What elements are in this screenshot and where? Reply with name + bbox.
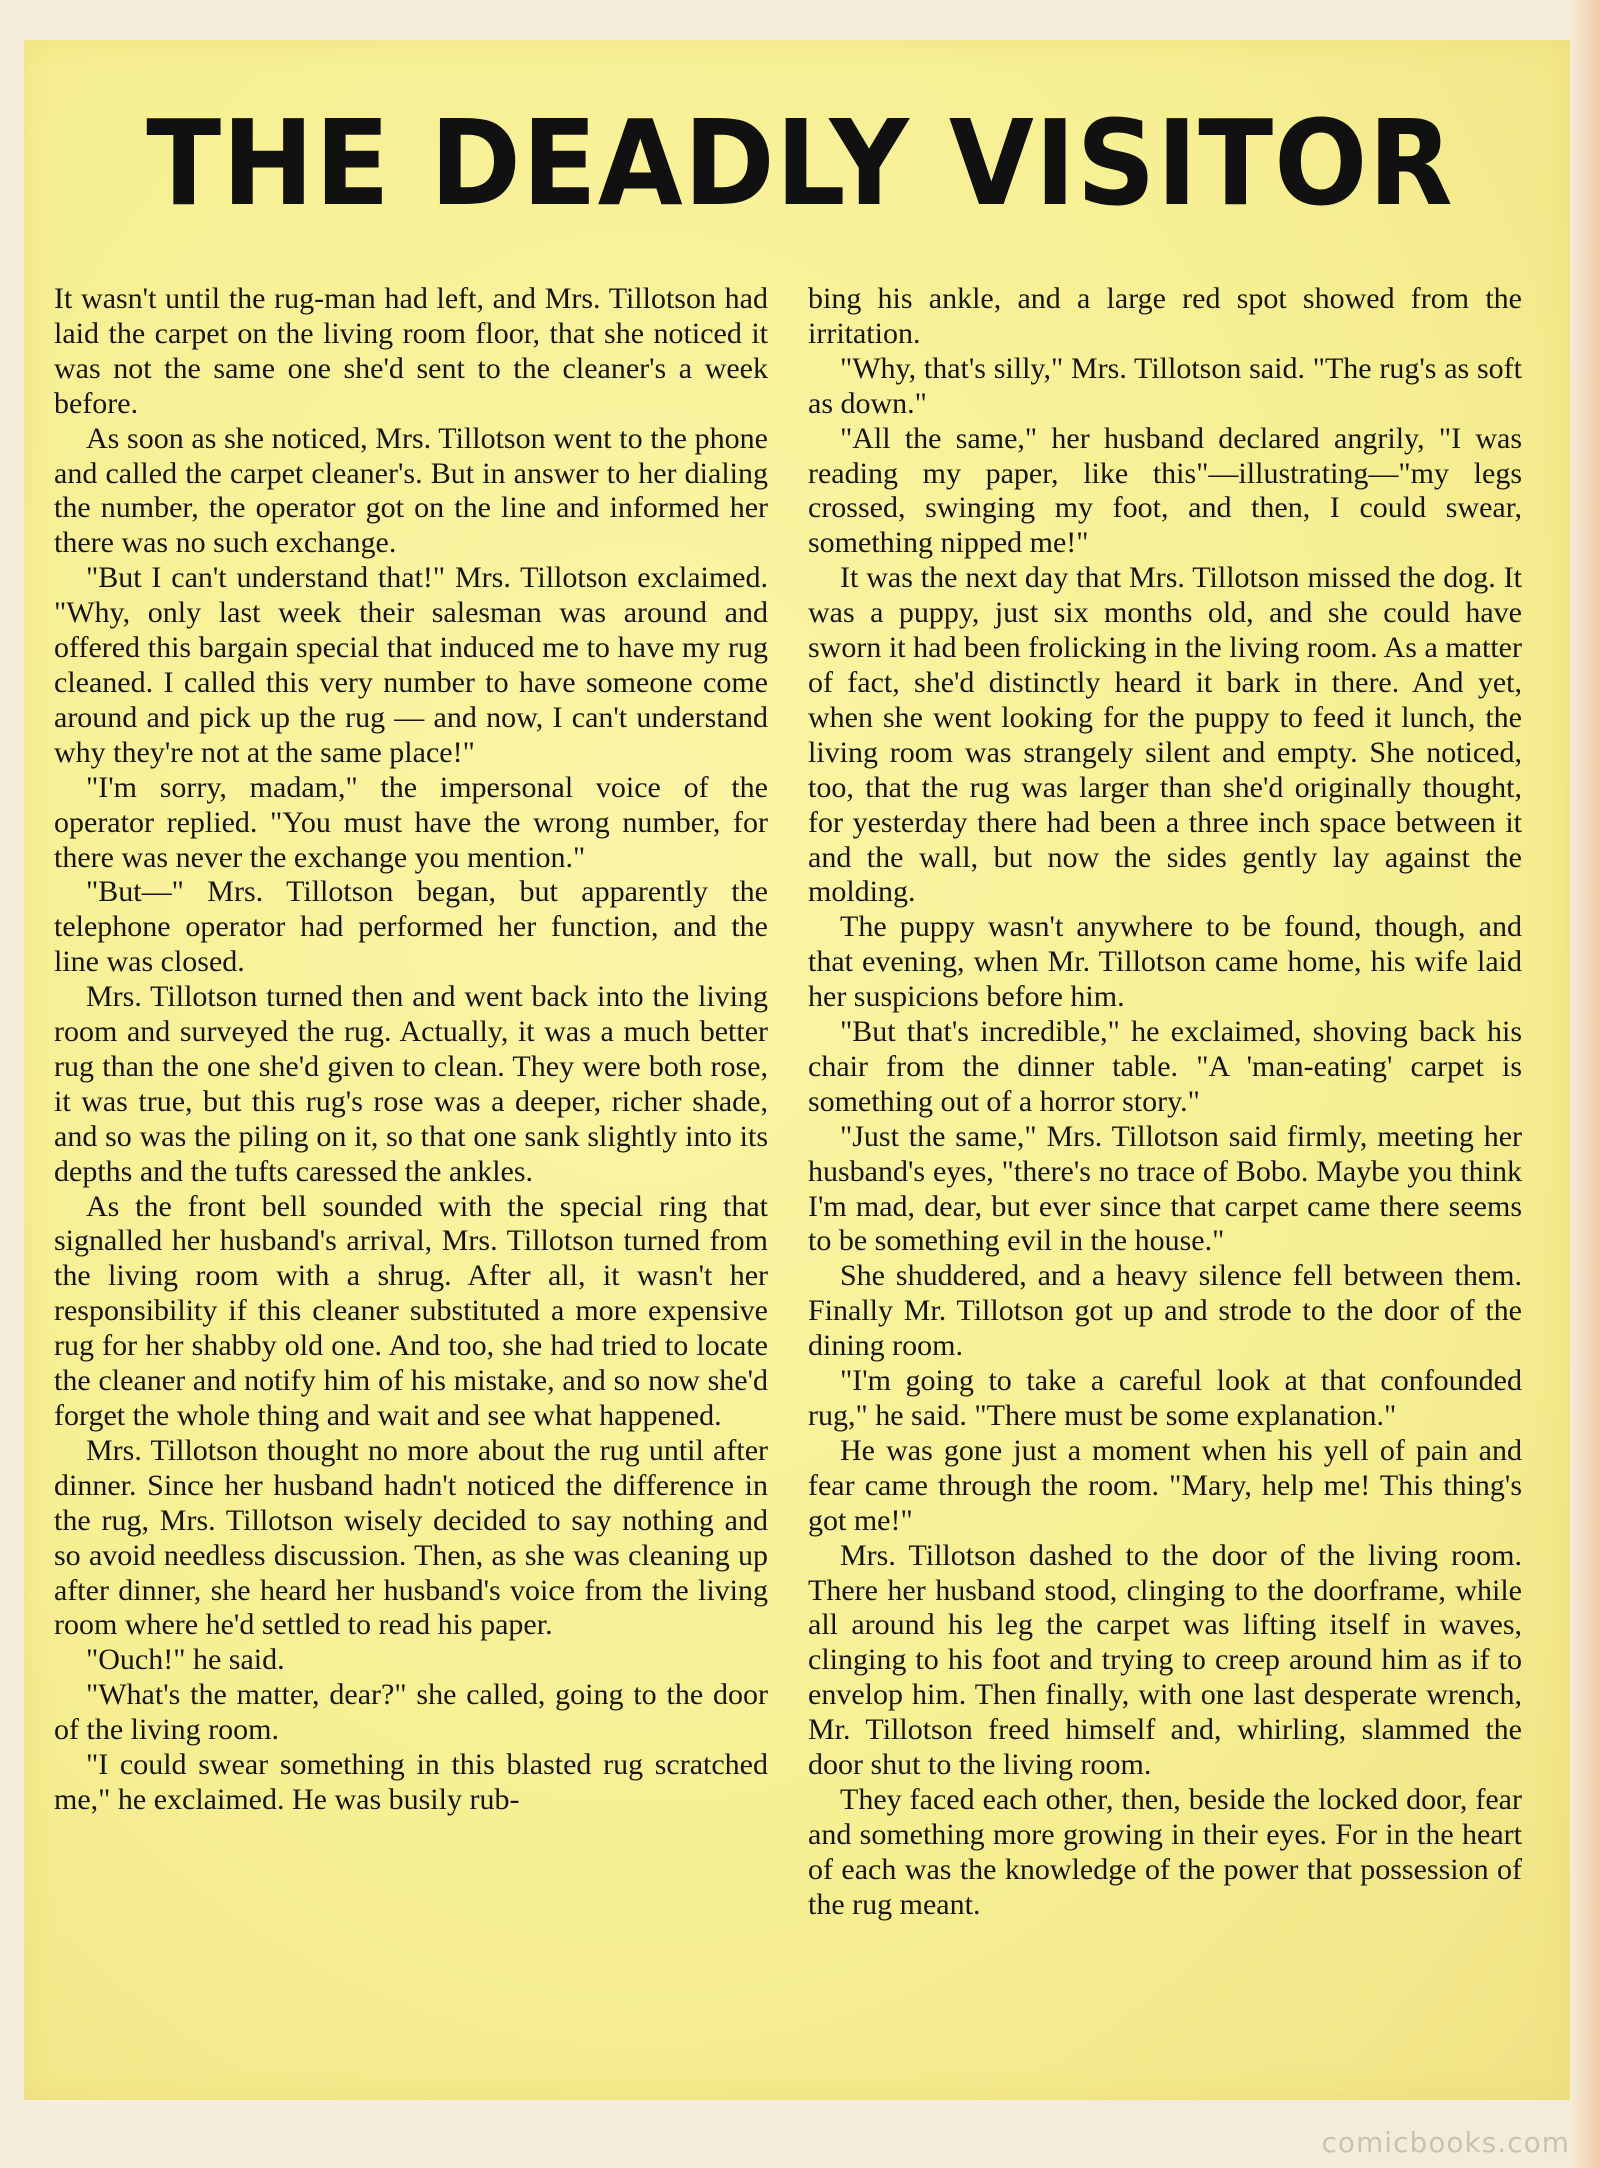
text-column-right [808, 282, 1522, 2062]
story-title: THE DEADLY VISITOR [146, 94, 1454, 232]
site-watermark: comicbooks.com [1321, 2126, 1570, 2159]
paragraph: "I could swear something in this blasted rug scratched me," he exclaimed. He was busily rub- [54, 1748, 768, 1816]
paragraph: "What's the matter, dear?" she called, going to the door of the living room. [54, 1678, 768, 1747]
paragraph: He was gone just a moment when his yell of pain and fear came through the room. "Mary, help me! This thing's got me!" [808, 1433, 1522, 1537]
paragraph: Mrs. Tillotson thought no more about the rug until after dinner. Since her husband hadn't noticed the difference in the rug, Mrs. Tillotson wisely decided to say nothing and so avoid needless discussion. Then, as she was cleaning up after dinner, she heard her husband's voice from the living room where he'd settled to read his paper. [54, 1433, 768, 1642]
paragraph: The puppy wasn't anywhere to be found, though, and that evening, when Mr. Tillotson came home, his wife laid her suspicions before him. [808, 910, 1522, 1014]
paragraph: "I'm sorry, madam," the impersonal voice of the operator replied. "You must have the wrong number, for there was never the exchange you mention." [54, 770, 768, 874]
paragraph: She shuddered, and a heavy silence fell between them. Finally Mr. Tillotson got up and strode to the door of the dining room. [808, 1259, 1522, 1363]
paragraph: bing his ankle, and a large red spot showed from the irritation. [808, 282, 1522, 350]
paragraph: "But I can't understand that!" Mrs. Tillotson exclaimed. "Why, only last week their salesman was around and offered this bargain special that induced me to have my rug cleaned. I called this very number to have someone come around and pick up the rug — and now, I can't understand why they're not at the same place!" [54, 561, 768, 769]
paragraph: As soon as she noticed, Mrs. Tillotson went to the phone and called the carpet cleaner's. But in answer to her dialing the number, the operator got on the line and informed her there was no such exchange. [54, 421, 768, 560]
paragraph: "Ouch!" he said. [86, 1643, 285, 1677]
paragraph: Mrs. Tillotson dashed to the door of the living room. There her husband stood, clinging to the doorframe, while all around his leg the carpet was lifting itself in waves, clinging to his foot and trying to creep around him as if to envelop him. Then finally, with one last desperate wrench, Mr. Tillotson freed himself and, whirling, slammed the door shut to the living room. [808, 1538, 1522, 1782]
paragraph: Mrs. Tillotson turned then and went back into the living room and surveyed the rug. Actually, it was a much better rug than the one she'd given to clean. They were both rose, it was true, but this rug's rose was a deeper, richer shade, and so was the piling on it, so that one sank slightly into its depths and the tufts caressed the ankles. [54, 980, 768, 1188]
paragraph: They faced each other, then, beside the locked door, fear and something more growing in their eyes. For in the heart of each was the knowledge of the power that possession of the rug meant. [808, 1782, 1522, 1921]
paragraph: "But—" Mrs. Tillotson began, but apparently the telephone operator had performed her function, and the line was closed. [54, 875, 768, 979]
paragraph: "I'm going to take a careful look at that confounded rug," he said. "There must be some explanation." [808, 1364, 1522, 1432]
paragraph: "All the same," her husband declared angrily, "I was reading my paper, like this"—illustrating—"my legs crossed, swinging my foot, and then, I could swear, something nipped me!" [808, 421, 1522, 560]
paragraph: It wasn't until the rug-man had left, and Mrs. Tillotson had laid the carpet on the living room floor, that she noticed it was not the same one she'd sent to the cleaner's a week before. [54, 282, 768, 420]
paragraph: As the front bell sounded with the special ring that signalled her husband's arrival, Mrs. Tillotson turned from the living room with a shrug. After all, it wasn't her responsibility if this cleaner substituted a more expensive rug for her shabby old one. And too, she had tried to locate the cleaner and notify him of his mistake, and so now she'd forget the whole thing and wait and see what happened. [54, 1189, 768, 1432]
paragraph: "Why, that's silly," Mrs. Tillotson said. "The rug's as soft as down." [808, 351, 1522, 420]
paragraph: It was the next day that Mrs. Tillotson missed the dog. It was a puppy, just six months old, and she could have sworn it had been frolicking in the living room. As a matter of fact, she'd distinctly heard it bark in there. And yet, when she went looking for the puppy to feed it lunch, the living room was strangely silent and empty. She noticed, too, that the rug was larger than she'd originally thought, for yesterday there had been a three inch space between it and the wall, but now the sides gently lay against the molding. [808, 561, 1522, 909]
paragraph: "But that's incredible," he exclaimed, shoving back his chair from the dinner table. "A 'man-eating' carpet is something out of a horror story." [808, 1015, 1522, 1118]
paragraph: "Just the same," Mrs. Tillotson said firmly, meeting her husband's eyes, "there's no trace of Bobo. Maybe you think I'm mad, dear, but ever since that carpet came there seems to be something evil in the house." [808, 1119, 1522, 1258]
text-column-left [54, 282, 768, 2062]
